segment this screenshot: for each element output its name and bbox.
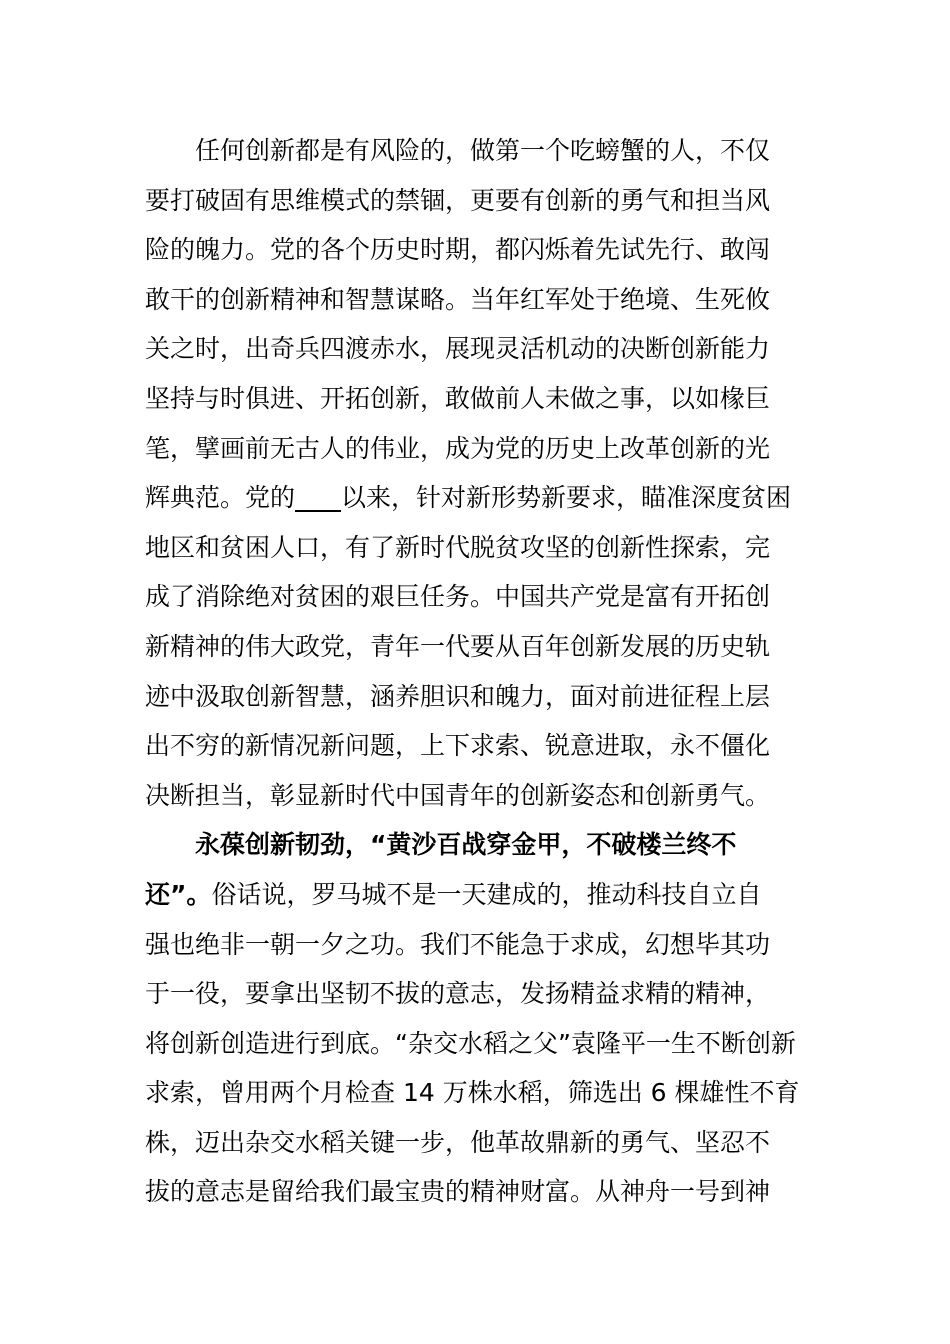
paragraph-1-line-11 bbox=[145, 622, 807, 672]
paragraph-1-line-1 bbox=[145, 126, 807, 176]
paragraph-1-line-2 bbox=[145, 176, 807, 226]
paragraph-1-line-10 bbox=[145, 572, 807, 622]
paragraph-1-line-4 bbox=[145, 275, 807, 325]
paragraph-1-line-5 bbox=[145, 324, 807, 374]
paragraph-1-line-9 bbox=[145, 523, 807, 573]
line-text: 笔，擘画前无古人的伟业，成为党的历史上改革创新的光 bbox=[145, 433, 771, 463]
paragraph-2-line-3 bbox=[145, 920, 807, 970]
paragraph-1-line-7 bbox=[145, 424, 807, 474]
line-text: 将创新创造进行到底。“杂交水稻之父”袁隆平一生不断创新 bbox=[145, 1028, 796, 1058]
paragraph-2-line-8 bbox=[145, 1167, 807, 1217]
line-text: 敢干的创新精神和智慧谋略。当年红军处于绝境、生死攸 bbox=[145, 284, 771, 314]
paragraph-2-line-6 bbox=[145, 1068, 807, 1118]
line-text: 成了消除绝对贫困的艰巨任务。中国共产党是富有开拓创 bbox=[145, 582, 771, 612]
line-text: 俗话说，罗马城不是一天建成的，推动科技自立自 bbox=[211, 879, 762, 909]
paragraph-1-line-3 bbox=[145, 225, 807, 275]
line-text: 关之时，出奇兵四渡赤水，展现灵活机动的决断创新能力 bbox=[145, 334, 771, 364]
paragraph-1-line-12 bbox=[145, 672, 807, 722]
line-text: 要打破固有思维模式的禁锢，更要有创新的勇气和担当风 bbox=[145, 185, 771, 215]
line-text-before-blank bbox=[145, 473, 791, 523]
line-text: 地区和贫困人口，有了新时代脱贫攻坚的创新性探索，完 bbox=[145, 532, 771, 562]
paragraph-1-line-13 bbox=[145, 721, 807, 771]
paragraph-1-line-14 bbox=[145, 771, 807, 821]
line-text-combined bbox=[145, 870, 761, 920]
line-text: 于一役，要拿出坚韧不拔的意志，发扬精益求精的精神， bbox=[145, 979, 771, 1009]
line-text: 株，迈出杂交水稻关键一步，他革故鼎新的勇气、坚忍不 bbox=[145, 1127, 771, 1157]
blank-underline bbox=[295, 482, 341, 512]
line-text: 以来，针对新形势新要求，瞄准深度贫困 bbox=[341, 483, 792, 513]
paragraph-2-heading-line bbox=[145, 820, 807, 870]
paragraph-1-line-8 bbox=[145, 473, 807, 523]
line-text: 新精神的伟大政党，青年一代要从百年创新发展的历史轨 bbox=[145, 631, 771, 661]
paragraph-2-line-2 bbox=[145, 870, 807, 920]
document-body bbox=[145, 126, 807, 1217]
paragraph-2-line-7 bbox=[145, 1118, 807, 1168]
line-text: 决断担当，彰显新时代中国青年的创新姿态和创新勇气。 bbox=[145, 780, 771, 810]
paragraph-2-line-4 bbox=[145, 969, 807, 1019]
line-text: 任何创新都是有风险的，做第一个吃螃蟹的人，不仅 bbox=[195, 136, 771, 165]
line-text: 辉典范。党的 bbox=[145, 483, 296, 513]
line-text: 强也绝非一朝一夕之功。我们不能急于求成，幻想毕其功 bbox=[145, 929, 771, 959]
line-text: 出不穷的新情况新问题，上下求索、锐意进取，永不僵化 bbox=[145, 731, 771, 761]
line-text: 险的魄力。党的各个历史时期，都闪烁着先试先行、敢闯 bbox=[145, 235, 771, 265]
paragraph-2-line-5 bbox=[145, 1019, 807, 1069]
line-text: 迹中汲取创新智慧，涵养胆识和魄力，面对前进征程上层 bbox=[145, 681, 771, 711]
line-text: 求索，曾用两个月检查 14 万株水稻，筛选出 6 棵雄性不育 bbox=[145, 1078, 800, 1108]
line-text: 拔的意志是留给我们最宝贵的精神财富。从神舟一号到神 bbox=[145, 1177, 771, 1207]
heading-text-end: 还”。 bbox=[145, 879, 212, 909]
heading-text: 永葆创新韧劲，“黄沙百战穿金甲，不破楼兰终不 bbox=[195, 830, 737, 860]
paragraph-1-line-6 bbox=[145, 374, 807, 424]
line-text: 坚持与时俱进、开拓创新，敢做前人未做之事，以如椽巨 bbox=[145, 383, 771, 413]
